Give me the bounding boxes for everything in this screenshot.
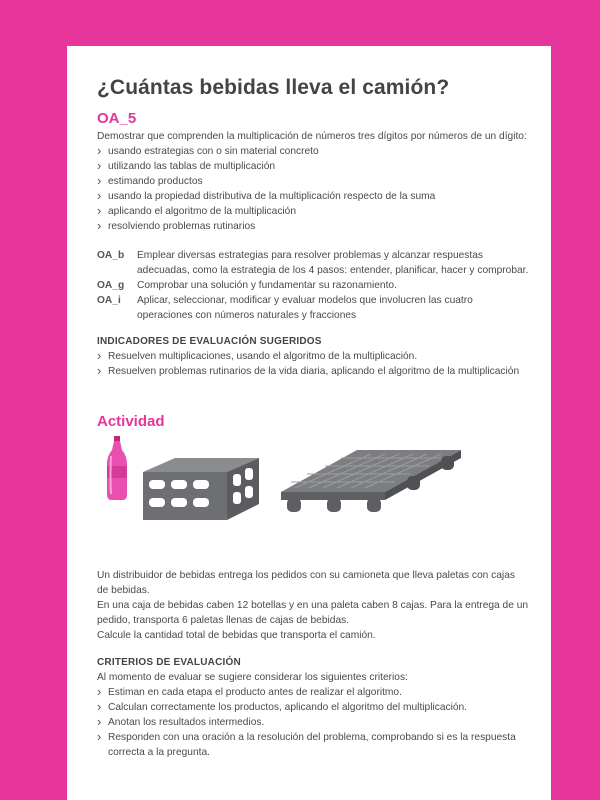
oa-items xyxy=(97,248,529,323)
crate-image xyxy=(139,456,263,522)
page-title: ¿Cuántas bebidas lleva el camión? xyxy=(97,76,450,99)
problem-paragraph: En una caja de bebidas caben 12 botellas y en una paleta caben 8 cajas. Para la entrega de un pedido, transporta 6 paletas llenas de cajas de bebidas. xyxy=(97,600,529,626)
criteria-section xyxy=(97,657,529,760)
activity-heading: Actividad xyxy=(97,413,165,430)
criteria-item: › Anotan los resultados intermedios. xyxy=(97,715,529,730)
activity-illustration xyxy=(97,434,529,554)
problem-paragraph: Calcule la cantidad total de bebidas que transporta el camión. xyxy=(97,630,376,641)
document-content xyxy=(97,76,529,760)
indicator-item: › Resuelven multiplicaciones, usando el algoritmo de la multiplicación. xyxy=(97,349,529,364)
indicators-heading: INDICADORES DE EVALUACIÓN SUGERIDOS xyxy=(97,336,322,347)
oa-bullet: › resolviendo problemas rutinarios xyxy=(97,219,529,234)
oa-bullet: › usando estrategias con o sin material concreto xyxy=(97,144,529,159)
oa-item-code: OA_g xyxy=(97,280,125,291)
oa-bullet: › estimando productos xyxy=(97,174,529,189)
oa-bullet-list xyxy=(97,144,529,234)
criteria-item: › Calculan correctamente los productos, aplicando el algoritmo del multiplicación. xyxy=(97,700,529,715)
oa-item xyxy=(97,248,529,278)
indicator-item: › Resuelven problemas rutinarios de la vida diaria, aplicando el algoritmo de la multiplicación xyxy=(97,364,529,379)
oa-item-text: Emplear diversas estrategias para resolver problemas y alcanzar respuestas adecuadas, como la estrategia de los 4 pasos: entender, planificar, hacer y comprobar. xyxy=(137,250,529,276)
criteria-heading: CRITERIOS DE EVALUACIÓN xyxy=(97,657,241,668)
pallet-image xyxy=(275,436,465,526)
oa-intro: Demostrar que comprenden la multiplicación de números tres dígitos por números de un dígito: xyxy=(97,131,527,142)
document-page xyxy=(67,46,551,800)
criteria-item: › Estiman en cada etapa el producto antes de realizar el algoritmo. xyxy=(97,685,529,700)
oa-item-text: Aplicar, seleccionar, modificar y evaluar modelos que involucren las cuatro operaciones con números naturales y fracciones xyxy=(137,295,473,321)
oa-item-code: OA_i xyxy=(97,295,121,306)
criteria-item: › Responden con una oración a la resolución del problema, comprobando si es la respuesta correcta a la pregunta. xyxy=(97,730,529,760)
oa-item-text: Comprobar una solución y fundamentar su razonamiento. xyxy=(137,280,397,291)
indicators-list xyxy=(97,349,529,379)
criteria-list xyxy=(97,685,529,760)
problem-paragraph: Un distribuidor de bebidas entrega los pedidos con su camioneta que lleva paletas con cajas de bebidas. xyxy=(97,570,515,596)
oa-bullet: › aplicando el algoritmo de la multiplicación xyxy=(97,204,529,219)
activity-problem xyxy=(97,568,529,643)
oa-item xyxy=(97,293,529,323)
oa-bullet: › usando la propiedad distributiva de la multiplicación respecto de la suma xyxy=(97,189,529,204)
oa-bullet: › utilizando las tablas de multiplicación xyxy=(97,159,529,174)
criteria-intro: Al momento de evaluar se sugiere considerar los siguientes criterios: xyxy=(97,672,408,683)
oa-item-code: OA_b xyxy=(97,250,125,261)
oa-heading: OA_5 xyxy=(97,110,137,127)
bottle-image xyxy=(105,436,129,502)
oa-item xyxy=(97,278,529,293)
